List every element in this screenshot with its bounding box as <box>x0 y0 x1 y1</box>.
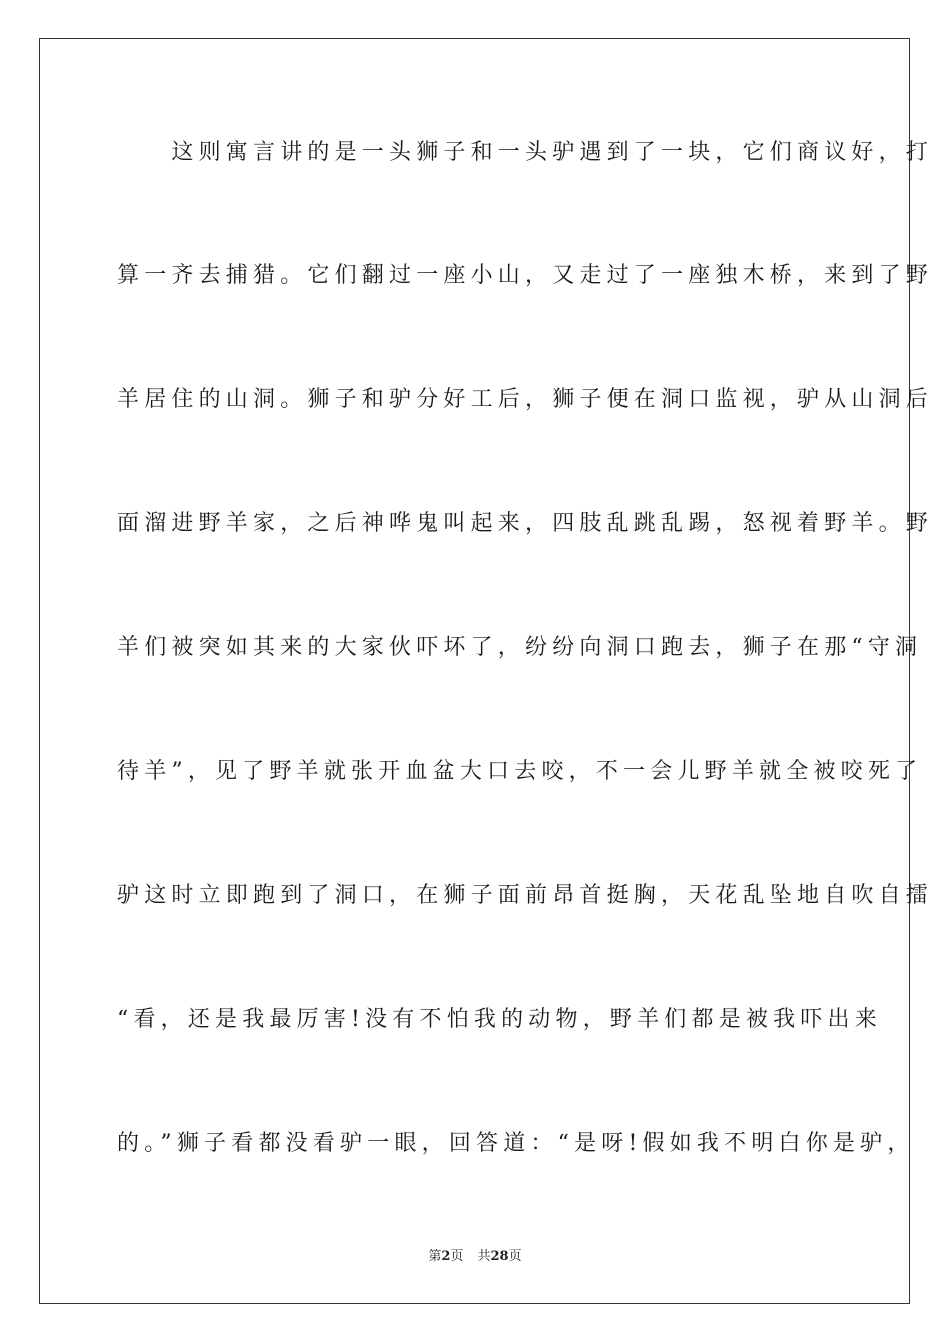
total-pages: 28 <box>490 1249 509 1264</box>
text-line-5: 羊们被突如其来的大家伙吓坏了，纷纷向洞口跑去，狮子在那“守洞 <box>117 635 923 660</box>
text-line-7: 驴这时立即跑到了洞口，在狮子面前昂首挺胸，天花乱坠地自吹自擂 <box>117 883 934 908</box>
text-line-1: 这则寓言讲的是一头狮子和一头驴遇到了一块，它们商议好，打 <box>117 140 934 165</box>
page-number: 2 <box>441 1249 451 1264</box>
text-line-3: 羊居住的山洞。狮子和驴分好工后，狮子便在洞口监视，驴从山洞后 <box>117 387 934 412</box>
text-line-6: 待羊”，见了野羊就张开血盆大口去咬，不一会儿野羊就全被咬死了 <box>117 759 923 784</box>
total-suffix: 页 <box>508 1249 522 1264</box>
page-prefix: 第 <box>428 1249 442 1264</box>
total-prefix: 共 <box>477 1249 491 1264</box>
page-footer <box>0 1248 950 1266</box>
text-line-8: “看，还是我最厉害!没有不怕我的动物，野羊们都是被我吓出来 <box>117 1007 882 1032</box>
text-line-2: 算一齐去捕猎。它们翻过一座小山，又走过了一座独木桥，来到了野 <box>117 263 934 288</box>
page-border <box>39 38 934 1304</box>
text-line-9: 的。”狮子看都没看驴一眼，回答道：“是呀!假如我不明白你是驴， <box>117 1131 915 1156</box>
page-suffix: 页 <box>450 1249 464 1264</box>
text-line-4: 面溜进野羊家，之后神哗鬼叫起来，四肢乱跳乱踢，怒视着野羊。野 <box>117 511 934 536</box>
